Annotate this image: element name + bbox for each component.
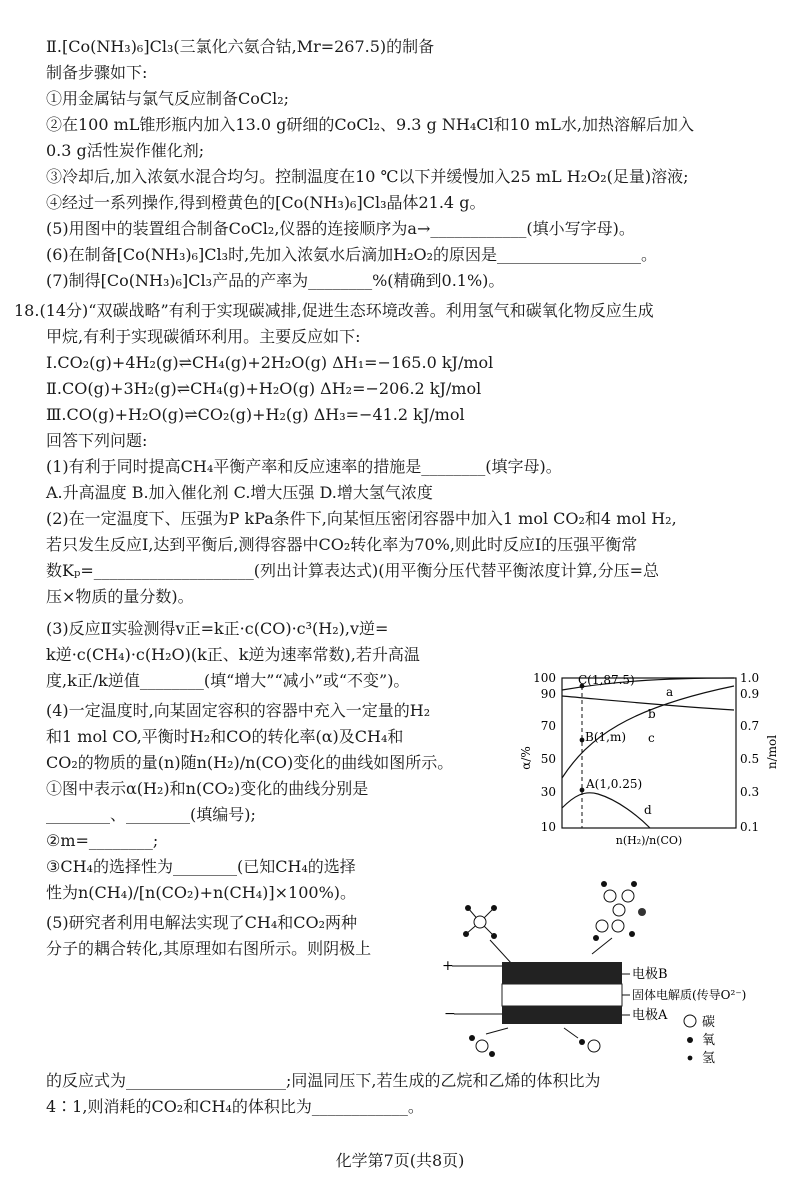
right-tick: 0.9	[740, 687, 760, 701]
sub-question-5-cont1: 分子的耦合转化,其原理如右图所示。则阴极上	[46, 939, 372, 958]
sub-question-4-cont1: 和1 mol CO,平衡时H₂和CO的转化率(α)及CH₄和	[46, 727, 404, 746]
legend-carbon-label: 碳	[702, 1015, 716, 1030]
right-tick: 0.1	[740, 820, 760, 834]
left-tick: 30	[540, 785, 556, 799]
left-tick: 70	[540, 719, 556, 733]
sub-question-4-part2: ②m=________;	[46, 831, 159, 850]
electrode-a-label: 电极A	[632, 1008, 668, 1023]
electrode-b	[502, 962, 622, 984]
right-tick: 0.5	[740, 752, 760, 766]
co2-molecule-bottom	[469, 1035, 495, 1057]
sub-question-5-cont2: 的反应式为____________________;同温同压下,若生成的乙烷和乙烯的体积比为	[46, 1071, 601, 1090]
right-tick: 1.0	[740, 671, 760, 685]
legend-oxygen-label: 氧	[702, 1033, 716, 1048]
step-3: ③冷却后,加入浓氨水混合均匀。控制温度在10 ℃以下并缓慢加入25 mL H₂O₂(足量)溶液;	[46, 167, 689, 186]
sub-question-4-part3-cont: 性为n(CH₄)/[n(CO₂)+n(CH₄)]×100%)。	[46, 883, 357, 902]
legend-oxygen-marker	[687, 1037, 693, 1043]
arrow-line	[490, 940, 512, 964]
question-18-intro-cont: 甲烷,有利于实现碳循环利用。主要反应如下:	[46, 327, 361, 346]
page-footer: 化学第7页(共8页)	[335, 1151, 465, 1170]
left-tick: 50	[540, 752, 556, 766]
sub-question-5: (5)研究者利用电解法实现了CH₄和CO₂两种	[46, 913, 358, 932]
reaction-ii: Ⅱ.CO(g)+3H₂(g)⇌CH₄(g)+H₂O(g) ΔH₂=−206.2 kJ/mol	[46, 379, 482, 398]
plus-sign: +	[442, 958, 454, 974]
electrolyte-label: 固体电解质(传导O²⁻)	[632, 988, 747, 1002]
question-6: (6)在制备[Co(NH₃)₆]Cl₃时,先加入浓氨水后滴加H₂O₂的原因是__________________。	[46, 245, 658, 264]
sub-question-4-part1-blank: ________、________(填编号);	[46, 805, 256, 824]
electrode-b-label: 电极B	[632, 967, 668, 982]
legend-hydrogen-label: 氢	[702, 1051, 716, 1066]
question-5: (5)用图中的装置组合制备CoCl₂,仪器的连接顺序为a→____________(填小写字母)。	[46, 219, 635, 238]
legend-hydrogen-marker	[688, 1056, 693, 1061]
electrode-a	[502, 1006, 622, 1024]
curve-d-label: d	[644, 803, 652, 817]
sub-question-4: (4)一定温度时,向某固定容积的容器中充入一定量的H₂	[46, 701, 431, 720]
curve-b-label: b	[648, 707, 656, 721]
sub-question-2: (2)在一定温度下、压强为P kPa条件下,向某恒压密闭容器中加入1 mol CO₂和4 mol H₂,	[46, 509, 677, 528]
options-1: A.升高温度 B.加入催化剂 C.增大压强 D.增大氢气浓度	[46, 483, 433, 502]
minus-sign: −	[444, 1006, 456, 1022]
reaction-iii: Ⅲ.CO(g)+H₂O(g)⇌CO₂(g)+H₂(g) ΔH₃=−41.2 kJ/mol	[46, 405, 465, 424]
x-axis-title: n(H₂)/n(CO)	[615, 834, 683, 847]
point-b-label: B(1,m)	[585, 730, 627, 744]
arrow-line	[564, 1028, 578, 1038]
step-2-cont: 0.3 g活性炭作催化剂;	[46, 141, 205, 160]
reaction-i: Ⅰ.CO₂(g)+4H₂(g)⇌CH₄(g)+2H₂O(g) ΔH₁=−165.0 kJ/mol	[46, 353, 494, 372]
point-c-label: C(1,87.5)	[578, 673, 635, 687]
step-1: ①用金属钴与氯气反应制备CoCl₂;	[46, 89, 290, 108]
sub-question-2-cont1: 若只发生反应Ⅰ,达到平衡后,测得容器中CO₂转化率为70%,则此时反应Ⅰ的压强平衡常	[46, 535, 638, 554]
right-axis-title: n/mol	[765, 734, 779, 770]
curve-d-line	[562, 793, 650, 828]
sub-question-4-part1: ①图中表示α(H₂)和n(CO₂)变化的曲线分别是	[46, 779, 369, 798]
left-tick: 90	[540, 687, 556, 701]
step-2: ②在100 mL锥形瓶内加入13.0 g研细的CoCl₂、9.3 g NH₄Cl和10 mL水,加热溶解后加入	[46, 115, 694, 134]
left-tick: 100	[533, 671, 556, 685]
sub-question-4-part3: ③CH₄的选择性为________(已知CH₄的选择	[46, 857, 356, 876]
right-tick: 0.7	[740, 719, 760, 733]
point-a-label: A(1,0.25)	[586, 777, 643, 791]
question-18-intro: 18.(14分)“双碳战略”有利于实现碳减排,促进生态环境改善。利用氢气和碳氧化物反应生成	[14, 301, 654, 320]
sub-question-2-cont3: 压×物质的量分数)。	[46, 587, 194, 606]
sub-question-1: (1)有利于同时提高CH₄平衡产率和反应速率的措施是________(填字母)。	[46, 457, 562, 476]
sub-question-3: (3)反应Ⅱ实验测得v正=k正·c(CO)·c³(H₂),v逆=	[46, 619, 389, 638]
methane-molecule-top	[463, 905, 497, 939]
steps-heading: 制备步骤如下:	[46, 63, 148, 82]
section-ii-title: Ⅱ.[Co(NH₃)₆]Cl₃(三氯化六氨合钴,Mr=267.5)的制备	[46, 37, 435, 56]
sub-question-5-cont3: 4∶1,则消耗的CO₂和CH₄的体积比为____________。	[46, 1097, 424, 1116]
sub-question-3-cont2: 度,k正/k逆值________(填“增大”“减小”或“不变”)。	[46, 671, 410, 690]
left-axis-title: α/%	[519, 746, 533, 770]
point-a-marker	[580, 788, 585, 793]
arrow-line	[486, 1028, 508, 1034]
curve-a-label: a	[666, 685, 674, 699]
solid-electrolyte	[502, 984, 622, 1006]
point-b-marker	[580, 738, 585, 743]
co-molecule-bottom	[579, 1039, 600, 1052]
sub-question-2-cont2: 数Kₚ=____________________(列出计算表达式)(用平衡分压代替平衡浓度计算,分压=总	[46, 561, 659, 580]
product-molecules-top	[593, 881, 646, 941]
step-4: ④经过一系列操作,得到橙黄色的[Co(NH₃)₆]Cl₃晶体21.4 g。	[46, 193, 486, 212]
conversion-chart	[518, 668, 788, 858]
curve-c-label: c	[648, 731, 655, 745]
question-7: (7)制得[Co(NH₃)₆]Cl₃产品的产率为________%(精确到0.1%)。	[46, 271, 505, 290]
right-tick: 0.3	[740, 785, 760, 799]
left-tick: 10	[540, 820, 556, 834]
legend-carbon-marker	[684, 1015, 696, 1027]
answer-prompt: 回答下列问题:	[46, 431, 148, 450]
sub-question-4-cont2: CO₂的物质的量(n)随n(H₂)/n(CO)变化的曲线如图所示。	[46, 753, 454, 772]
sub-question-3-cont1: k逆·c(CH₄)·c(H₂O)(k正、k逆为速率常数),若升高温	[46, 645, 420, 664]
electrolysis-diagram	[432, 878, 792, 1068]
